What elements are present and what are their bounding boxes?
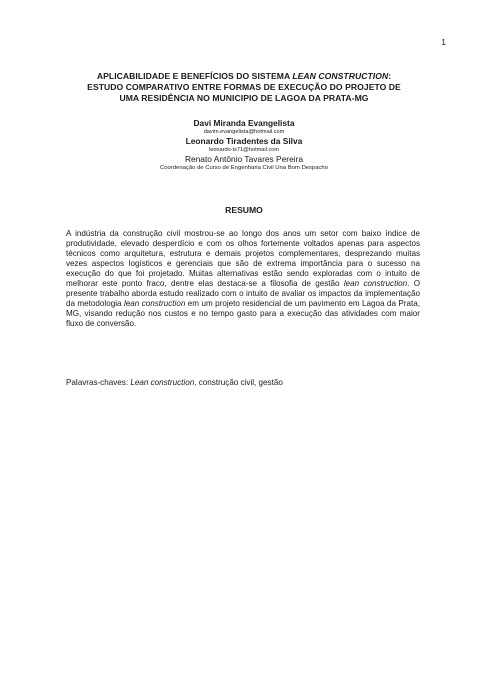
abstract-italic-1: lean construction <box>343 279 408 288</box>
abstract-italic-2: lean construction <box>123 299 186 308</box>
abstract-part-2: . O presente trabalho aborda estudo realizado com o intuito de avaliar os impactos da implementação da metodologia <box>66 279 420 308</box>
page-number: 1 <box>441 37 446 47</box>
author-name: Davi Miranda Evangelista <box>193 118 295 128</box>
author-block <box>60 118 428 173</box>
abstract-part-3: em um projeto residencial de um pavimento em Lagoa da Prata, MG, visando redução nos custos e no tempo gasto para a execução das atividades com maior fluxo de conversão. <box>66 299 420 328</box>
title-line-1 <box>60 71 428 82</box>
title-line-3: UMA RESIDÊNCIA NO MUNICIPIO DE LAGOA DA PRATA-MG <box>119 93 369 103</box>
keywords-rest: , construção civil, gestão <box>194 378 283 387</box>
author-email: davim.evangelista@hotmail.com <box>203 129 285 135</box>
abstract-text <box>66 229 420 329</box>
keywords-line <box>66 378 420 388</box>
title-line-1-suffix: : <box>388 71 392 81</box>
author-email: leonardo-ts71@hotmail.com <box>208 147 280 153</box>
title-line-1-prefix: APLICABILIDADE E BENEFÍCIOS DO SISTEMA <box>96 71 293 81</box>
paper-title <box>60 71 428 104</box>
abstract-part-1: A indústria da construção civil mostrou-se ao longo dos anos um setor com baixo índice de produtividade, elevado desperdício e com os olhos fortemente voltados apenas para aspectos técnicos como arquitetura, estrutura e demais projetos complementares, desprezando muitas vezes aspectos logísticos e gerenciais que são de extrema importância para o sucesso na execução do que foi projetado. Muitas alternativas estão sendo exploradas com o intuito de melhorar este ponto fraco, dentre elas destaca-se a filosofia de gestão <box>66 229 420 288</box>
keywords-label: Palavras-chaves: <box>66 378 131 387</box>
author-name: Leonardo Tiradentes da Silva <box>185 136 303 146</box>
title-line-1-italic: LEAN CONSTRUCTION <box>292 71 389 81</box>
keyword-italic: Lean construction <box>130 378 195 387</box>
title-line-2: ESTUDO COMPARATIVO ENTRE FORMAS DE EXECUÇÃO DO PROJETO DE <box>87 82 401 92</box>
author-affiliation: Coordenação de Curso de Engenharia Civil Una Bom Despacho <box>160 165 328 171</box>
author-name: Renato Antônio Tavares Pereira <box>184 154 304 164</box>
abstract-heading: RESUMO <box>225 205 263 215</box>
